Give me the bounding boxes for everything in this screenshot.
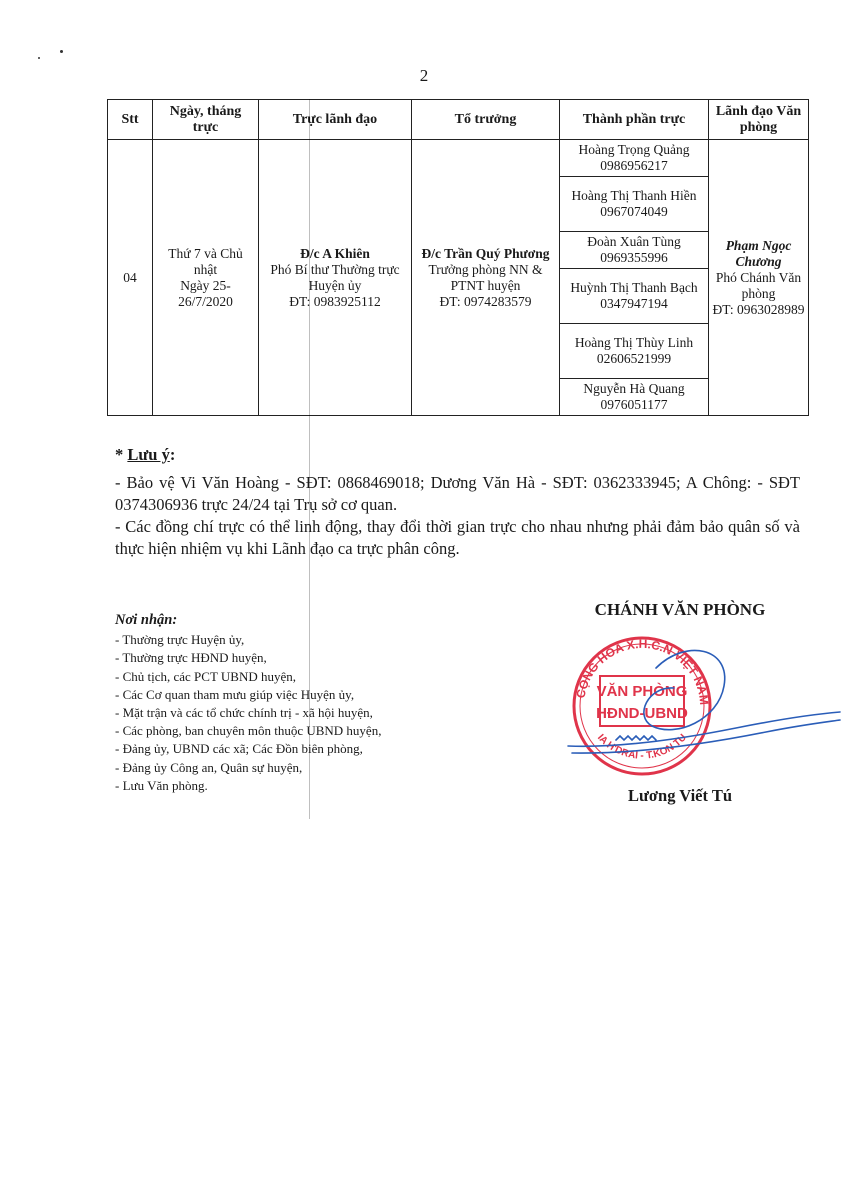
member-name: Hoàng Thị Thanh Hiền <box>571 188 697 203</box>
member-cell <box>560 177 709 232</box>
date-line-1: Thứ 7 và Chủ nhật <box>168 245 243 277</box>
cell-team-lead <box>412 140 560 416</box>
team-lead-title: Trưởng phòng NN & PTNT huyện <box>428 261 543 293</box>
list-item: - Các Cơ quan tham mưu giúp việc Huyện ủy, <box>115 686 355 702</box>
list-item: - Đảng ủy, UBND các xã; Các Đồn biên phòng, <box>115 741 363 757</box>
cell-office-lead <box>709 140 809 416</box>
seal-center-line-2: HĐND-UBND <box>596 705 688 722</box>
cell-stt: 04 <box>108 140 153 416</box>
member-name: Hoàng Thị Thùy Linh <box>574 335 694 350</box>
member-phone: 02606521999 <box>596 351 672 366</box>
member-phone: 0347947194 <box>600 296 668 311</box>
team-lead-phone: ĐT: 0974283579 <box>439 293 532 309</box>
member-phone: 0967074049 <box>600 204 668 219</box>
list-item: - Mặt trận và các tổ chức chính trị - xã hội huyện, <box>115 705 373 721</box>
page-number: 2 <box>419 66 429 85</box>
scan-speck <box>38 57 40 59</box>
note-heading <box>115 444 800 466</box>
cell-date <box>153 140 259 416</box>
office-lead-title: Phó Chánh Văn phòng <box>715 269 802 301</box>
note-section <box>115 444 800 560</box>
note-line-1: - Bảo vệ Vi Văn Hoàng - SĐT: 0868469018; Dương Văn Hà - SĐT: 0362333945; A Chông: - SĐT 0374306936 trực 24/24 tại Trụ sở cơ quan. <box>115 473 800 514</box>
seal-bottom-text: IA H'DRAI - T.KON TU <box>594 732 689 762</box>
member-name: Nguyễn Hà Quang <box>583 381 685 396</box>
header-members: Thành phần trực <box>560 100 709 140</box>
member-phone: 0986956217 <box>600 158 668 173</box>
header-date: Ngày, tháng trực <box>153 100 259 140</box>
note-colon: : <box>169 445 176 464</box>
leader-title: Phó Bí thư Thường trực Huyện ủy <box>270 261 400 293</box>
member-cell <box>560 379 709 416</box>
list-item: - Lưu Văn phòng. <box>115 777 208 793</box>
member-phone: 0969355996 <box>600 250 668 265</box>
leader-name: Đ/c A Khiên <box>300 245 370 261</box>
member-cell <box>560 140 709 177</box>
member-cell <box>560 324 709 379</box>
seal-center-line-1: VĂN PHÒNG <box>596 683 688 700</box>
header-stt: Stt <box>108 100 153 140</box>
member-cell <box>560 232 709 269</box>
scan-speck <box>60 50 63 53</box>
member-name: Hoàng Trọng Quảng <box>578 142 690 157</box>
office-lead-phone: ĐT: 0963028989 <box>712 301 805 317</box>
duty-schedule-table <box>107 99 809 416</box>
note-title: Lưu ý <box>127 445 170 464</box>
note-star: * <box>115 445 128 464</box>
member-phone: 0976051177 <box>600 397 668 412</box>
signer-name: Lương Viết Tú <box>627 786 732 805</box>
signature-title: CHÁNH VĂN PHÒNG <box>594 600 766 619</box>
member-name: Huỳnh Thị Thanh Bạch <box>570 280 698 295</box>
list-item: - Các phòng, ban chuyên môn thuộc UBND huyện, <box>115 723 382 739</box>
recipients-section <box>115 611 455 795</box>
list-item: - Thường trực Huyện ủy, <box>115 632 245 648</box>
team-lead-name: Đ/c Trần Quý Phương <box>421 245 550 261</box>
table-row <box>108 140 809 177</box>
header-team-lead: Tổ trưởng <box>412 100 560 140</box>
office-lead-name: Phạm Ngọc Chương <box>725 237 792 269</box>
table-header-row <box>108 100 809 140</box>
date-line-2: Ngày 25-26/7/2020 <box>178 277 233 309</box>
list-item: - Thường trực HĐND huyện, <box>115 650 267 666</box>
list-item: - Đảng ủy Công an, Quân sự huyện, <box>115 759 303 775</box>
cell-leader <box>259 140 412 416</box>
recipients-title: Nơi nhận: <box>115 612 178 628</box>
header-leader: Trực lãnh đạo <box>259 100 412 140</box>
seal-stamp-icon <box>556 628 846 788</box>
list-item: - Chủ tịch, các PCT UBND huyện, <box>115 668 297 684</box>
official-seal <box>556 628 846 788</box>
header-office-lead: Lãnh đạo Văn phòng <box>709 100 809 140</box>
leader-phone: ĐT: 0983925112 <box>289 293 381 309</box>
member-name: Đoàn Xuân Tùng <box>587 234 681 249</box>
seal-ring-text: CỘNG HÒA X.H.C.N VIỆT NAM <box>573 636 712 706</box>
note-line-2: - Các đồng chí trực có thể linh động, thay đổi thời gian trực cho nhau nhưng phải đảm bảo quân số và thực hiện nhiệm vụ khi Lãnh đạo ca trực phân công. <box>115 517 800 558</box>
member-cell <box>560 269 709 324</box>
